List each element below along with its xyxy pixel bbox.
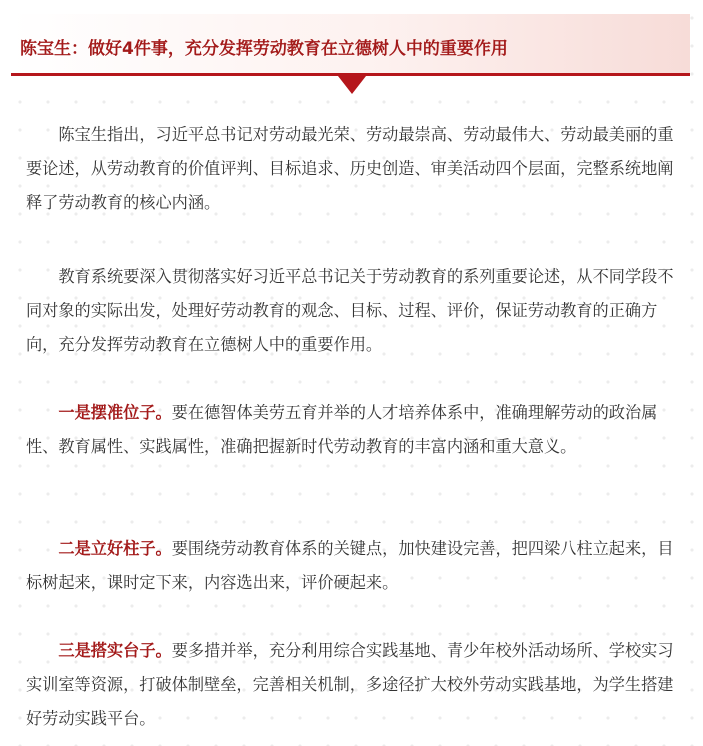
paragraph-5 [26, 634, 684, 736]
paragraph-5-lead: 三是搭实台子。 [58, 641, 172, 660]
title-arrow-marker [338, 76, 366, 94]
paragraph-2 [26, 260, 684, 362]
paragraph-3-lead: 一是摆准位子。 [58, 403, 172, 422]
paragraph-4 [26, 532, 684, 600]
paragraph-1-text: 陈宝生指出，习近平总书记对劳动最光荣、劳动最崇高、劳动最伟大、劳动最美丽的重要论述，从劳动教育的价值评判、目标追求、历史创造、审美活动四个层面，完整系统地阐释了劳动教育的核心内涵。 [26, 125, 674, 212]
paragraph-5-text: 要多措并举，充分利用综合实践基地、青少年校外活动场所、学校实习实训室等资源，打破体制壁垒，完善相关机制，多途径扩大校外劳动实践基地，为学生搭建好劳动实践平台。 [26, 641, 674, 728]
paragraph-3 [26, 396, 684, 464]
article-title: 陈宝生：做好4件事，充分发挥劳动教育在立德树人中的重要作用 [20, 39, 508, 59]
paragraph-4-lead: 二是立好柱子。 [58, 539, 172, 558]
paragraph-2-text: 教育系统要深入贯彻落实好习近平总书记关于劳动教育的系列重要论述，从不同学段不同对象的实际出发，处理好劳动教育的观念、目标、过程、评价，保证劳动教育的正确方向，充分发挥劳动教育在立德树人中的重要作用。 [26, 267, 674, 354]
paragraph-4-text: 要围绕劳动教育体系的关键点，加快建设完善，把四梁八柱立起来，目标树起来，课时定下来，内容选出来，评价硬起来。 [26, 539, 674, 592]
paragraph-3-text: 要在德智体美劳五育并举的人才培养体系中，准确理解劳动的政治属性、教育属性、实践属性，准确把握新时代劳动教育的丰富内涵和重大意义。 [26, 403, 658, 456]
paragraph-1 [26, 118, 684, 220]
